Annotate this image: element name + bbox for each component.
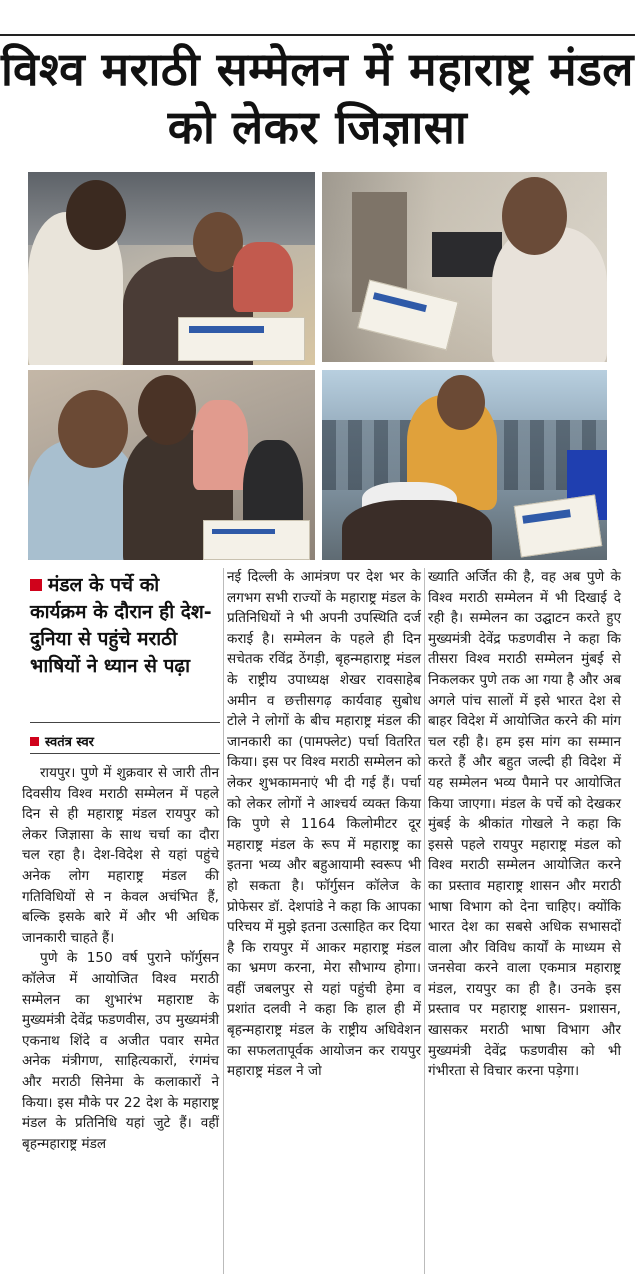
article-paragraph: रायपुर। पुणे में शुक्रवार से जारी तीन दिवसीय विश्व मराठी सम्मेलन में पहले दिन से ही महाराष्ट्र मंडल रायपुर को लेकर जिज्ञासा के साथ चर्चा का दौरा चल रहा है। देश-विदेश से यहां पहुंचे अनेक लोग महाराष्ट्र मंडल की गतिविधियों से न केवल अचंभित हैं, बल्कि इसके बारे में और भी अधिक जानकारी चाहते हैं। — [22, 765, 219, 946]
byline-marker — [30, 737, 39, 746]
article-column-1 — [22, 763, 219, 1154]
kicker-text: मंडल के पर्चे को कार्यक्रम के दौरान ही देश- दुनिया से पहुंचे मराठी भाषियों ने ध्यान से पढ़ा — [30, 574, 212, 677]
photo-pamphlet-distribution — [322, 370, 607, 560]
photo-attendees-seated-reading — [28, 370, 315, 560]
column-divider — [424, 568, 425, 1274]
kicker — [30, 572, 220, 680]
photo-man-holding-pamphlet — [322, 172, 607, 362]
article-paragraph: पुणे के 150 वर्ष पुराने फॉर्गुसन कॉलेज में आयोजित विश्व मराठी सम्मेलन का शुभारंभ महाराष्ट के मुख्यमंत्री देवेंद्र फडणवीस, उप मुख्यमंत्री एकनाथ शिंदे व अजीत पवार समेत अनेक मंत्रीगण, साहित्यकारों, रंगमंच और मराठी सिनेमा के कलाकारों ने किया। इस मौके पर 22 देश के महाराष्ट्र मंडल के प्रतिनिधि यहां जुटे हैं। वहीं बृहन्महाराष्ट्र मंडल — [22, 950, 219, 1152]
article-column-3 — [428, 567, 621, 1082]
kicker-marker — [30, 579, 42, 591]
article-column-2 — [227, 567, 421, 1082]
top-rule — [0, 34, 635, 36]
headline — [0, 40, 635, 156]
column-divider — [223, 568, 224, 1274]
byline-rule — [30, 753, 220, 754]
article-paragraph: ख्याति अर्जित की है, वह अब पुणे के विश्व मराठी सम्मेलन में भी दिखाई दे रही है। सम्मेलन का उद्घाटन करते हुए मुख्यमंत्री देवेंद्र फडणवीस ने कहा कि तीसरा विश्व मराठी सम्मेलन मुंबई से निकलकर पुणे तक आ गया है और अब अगले पांच सालों में इसे भारत देश से बाहर विदेश में आयोजित करने की मांग चल रही है। हम इस मांग का सम्मान करते हैं और बहुत जल्दी ही विदेश में यह सम्मेलन भव्य पैमाने पर आयोजित किया जाएगा। मंडल के पर्चे को देखकर मुंबई के श्रीकांत गोखले ने कहा कि इससे पहले रायपुर महाराष्ट्र मंडल को विश्व मराठी सम्मेलन आयोजित करने का प्रस्ताव महाराष्ट्र शासन और मराठी भाषा विभाग को देना चाहिए। क्योंकि भारत देश का सबसे अधिक सभासदों वाला और विविध कार्यों के माध्यम से जनसेवा करने वाला एकमात्र महाराष्ट्र मंडल, रायपुर का ही है। उनके इस प्रस्ताव पर महाराष्ट्र शासन- प्रशासन, खासकर मराठी भाषा विभाग और मुख्यमंत्री देवेंद्र फडणवीस को भी गंभीरता से विचार करना पड़ेगा। — [428, 569, 621, 1080]
photo-delegates-reading-pamphlet — [28, 172, 315, 365]
headline-line-2: को लेकर जिज्ञासा — [167, 100, 468, 154]
headline-line-1: विश्व मराठी सम्मेलन में महाराष्ट्र मंडल — [1, 42, 634, 96]
byline — [30, 732, 94, 750]
kicker-rule — [30, 722, 220, 723]
article-paragraph: नई दिल्ली के आमंत्रण पर देश भर के लगभग सभी राज्यों के महाराष्ट्र मंडल के प्रतिनिधियों ने भी अपनी उपस्थिति दर्ज कराई है। सम्मेलन के पहले ही दिन सचेतक रविंद्र ठेंगड़ी, बृहन्महाराष्ट्र मंडल के राष्ट्रीय उपाध्यक्ष शेखर रावसाहेब अमीन व छत्तीसगढ़ कार्यवाह सुबोध टोले ने लोगों के बीच महाराष्ट्र मंडल की जानकारी का (पामफ्लेट) पर्चा वितरित किया। इस पर विश्व मराठी सम्मेलन को लेकर शुभकामनाएं भी दी गई हैं। पर्चा को लेकर लोगों ने आश्चर्य व्यक्त किया कि पुणे से 1164 किलोमीटर दूर महाराष्ट्र मंडल के रूप में महाराष्ट्र का इतना भव्य और बहुआयामी स्वरूप भी हो सकता है। फॉर्गुसन कॉलेज के प्रोफेसर डॉ. देशपांडे ने कहा कि आपका परिचय में मुझे इतना उत्साहित कर दिया है कि रायपुर में आकर महाराष्ट्र मंडल का भ्रमण करना, मेरा सौभाग्य होगा। वहीं जबलपुर से यहां पहुंची हेमा व प्रशांत दलवी ने कहा कि हाल ही में बृहन्महाराष्ट्र मंडल के राष्ट्रीय अधिवेशन का सफलतापूर्वक आयोजन कर रायपुर महाराष्ट्र मंडल ने जो — [227, 569, 421, 1080]
byline-text: स्वतंत्र स्वर — [45, 735, 94, 750]
